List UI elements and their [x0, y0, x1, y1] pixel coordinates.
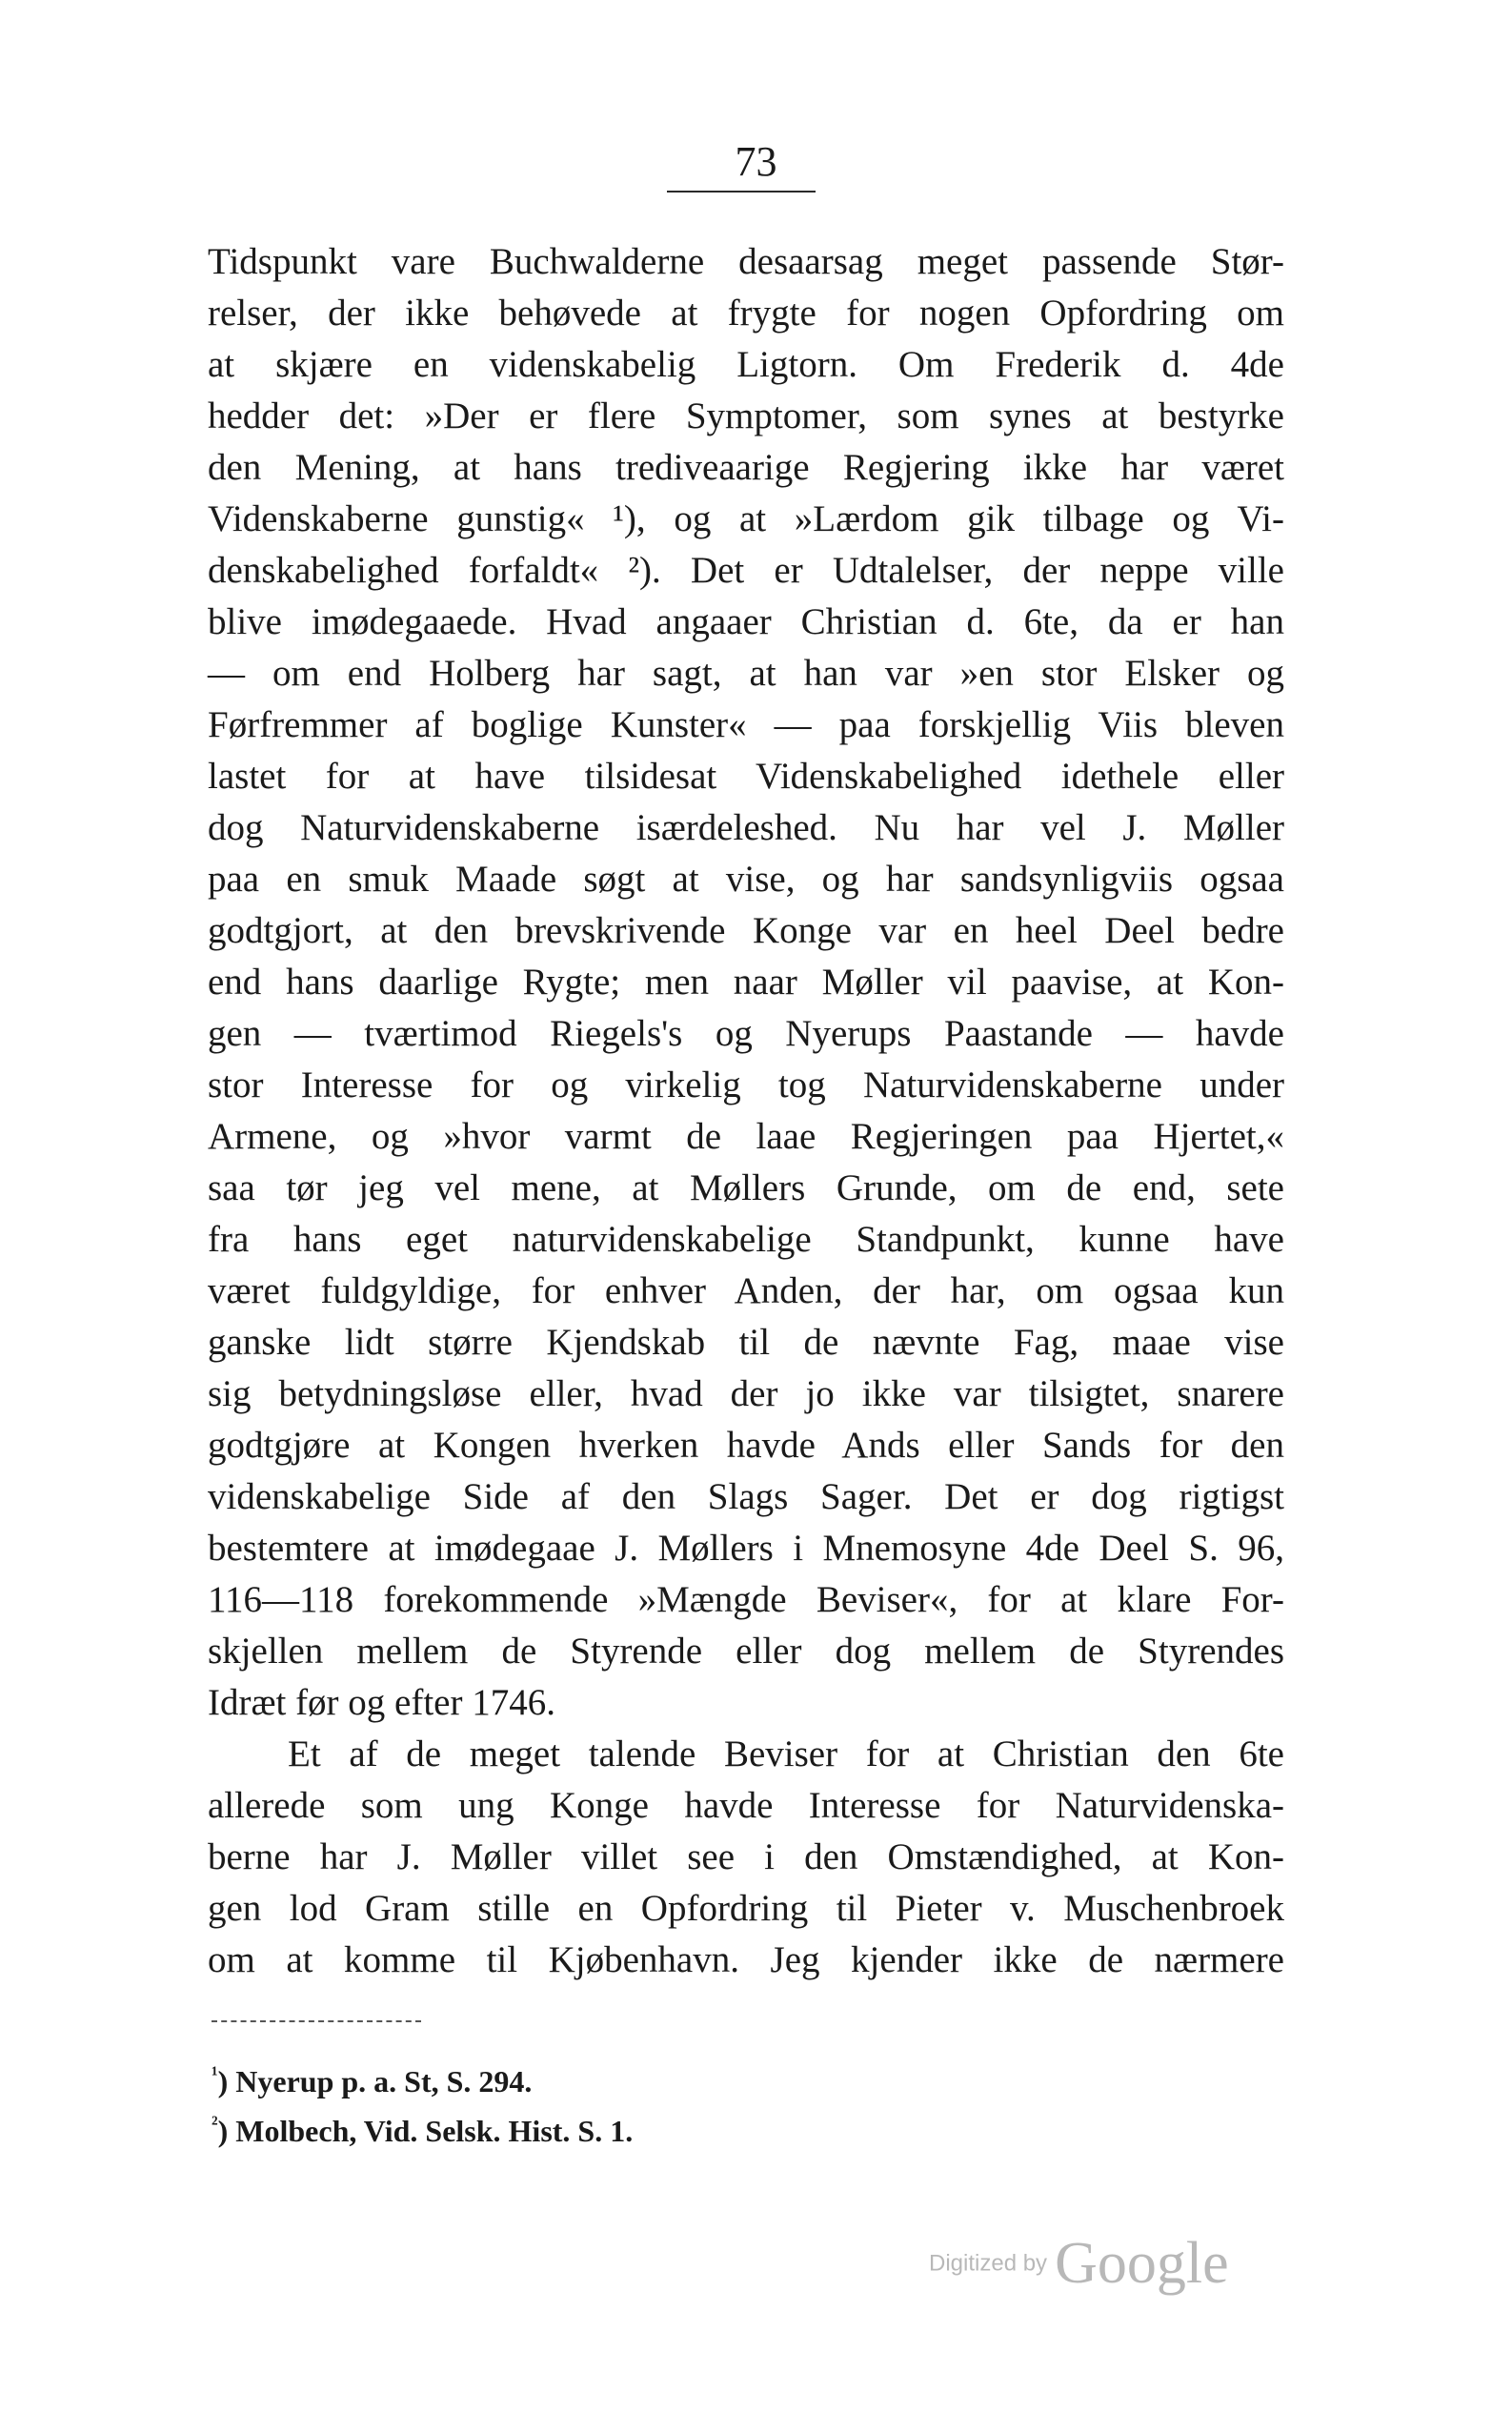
paragraph-end-line: Idræt før og efter 1746.: [208, 1682, 555, 1723]
body-text: [208, 236, 1284, 1986]
footnote-text: ) Nyerup p. a. St, S. 294.: [217, 2064, 533, 2098]
text-line: Førfremmer af boglige Kunster« — paa forskjellig Viis bleven: [208, 704, 1284, 745]
digitized-watermark: [929, 2230, 1229, 2298]
text-line: denskabelighed forfaldt« ²). Det er Udtalelser, der neppe ville: [208, 550, 1284, 591]
watermark-prefix: Digitized by: [929, 2250, 1048, 2277]
text-line: Videnskaberne gunstig« ¹), og at »Lærdom gik tilbage og Vi-: [208, 498, 1284, 539]
text-line: lastet for at have tilsidesat Videnskabelighed idethele eller: [208, 756, 1284, 797]
text-line: været fuldgyldige, for enhver Anden, der har, om ogsaa kun: [208, 1270, 1284, 1311]
paragraph-start-line: Et af de meget talende Beviser for at Christian den 6te: [288, 1734, 1284, 1774]
footnote-text: ) Molbech, Vid. Selsk. Hist. S. 1.: [217, 2114, 634, 2148]
text-line: godtgjøre at Kongen hverken havde Ands eller Sands for den: [208, 1425, 1284, 1466]
text-line: dog Naturvidenskaberne isærdeleshed. Nu har vel J. Møller: [208, 807, 1284, 848]
text-line: — om end Holberg har sagt, at han var »en stor Elsker og: [208, 653, 1284, 694]
text-line: hedder det: »Der er flere Symptomer, som synes at bestyrke: [208, 395, 1284, 436]
text-line: ganske lidt større Kjendskab til de nævnte Fag, maae vise: [208, 1322, 1284, 1363]
text-line: allerede som ung Konge havde Interesse for Naturvidenska-: [208, 1785, 1284, 1826]
watermark-logo: Google: [1055, 2231, 1229, 2296]
text-line: om at komme til Kjøbenhavn. Jeg kjender ikke de nærmere: [208, 1939, 1284, 1980]
text-line: gen lod Gram stille en Opfordring til Pieter v. Muschenbroek: [208, 1888, 1284, 1929]
text-line: fra hans eget naturvidenskabelige Standpunkt, kunne have: [208, 1219, 1284, 1260]
page-number: [0, 138, 1512, 185]
text-line: stor Interesse for og virkelig tog Naturvidenskaberne under: [208, 1064, 1284, 1105]
text-line: end hans daarlige Rygte; men naar Møller vil paavise, at Kon-: [208, 962, 1284, 1003]
text-line: sig betydningsløse eller, hvad der jo ikke var tilsigtet, snarere: [208, 1373, 1284, 1414]
footnote-marker: ¹: [212, 2061, 218, 2086]
header-rule: [667, 191, 816, 193]
footnote-1: [212, 2057, 1069, 2106]
text-line: Tidspunkt vare Buchwalderne desaarsag meget passende Stør-: [208, 241, 1284, 282]
text-line: skjellen mellem de Styrende eller dog mellem de Styrendes: [208, 1631, 1284, 1672]
text-line: relser, der ikke behøvede at frygte for nogen Opfordring om: [208, 293, 1284, 334]
text-line: bestemtere at imødegaae J. Møllers i Mnemosyne 4de Deel S. 96,: [208, 1528, 1284, 1569]
text-line: at skjære en videnskabelig Ligtorn. Om Frederik d. 4de: [208, 344, 1284, 385]
text-line: berne har J. Møller villet see i den Omstændighed, at Kon-: [208, 1836, 1284, 1877]
footnote-2: [212, 2106, 1069, 2156]
text-line: Armene, og »hvor varmt de laae Regjeringen paa Hjertet,«: [208, 1116, 1284, 1157]
text-line: paa en smuk Maade søgt at vise, og har sandsynligviis ogsaa: [208, 859, 1284, 900]
page-number-text: 73: [735, 138, 777, 185]
text-line: saa tør jeg vel mene, at Møllers Grunde, om de end, sete: [208, 1167, 1284, 1208]
text-line: gen — tværtimod Riegels's og Nyerups Paastande — havde: [208, 1013, 1284, 1054]
text-line: blive imødegaaede. Hvad angaaer Christian d. 6te, da er han: [208, 601, 1284, 642]
footnote-rule: [212, 2020, 421, 2022]
footnotes: [212, 2057, 1069, 2156]
text-line: godtgjort, at den brevskrivende Konge var en heel Deel bedre: [208, 910, 1284, 951]
footnote-marker: ²: [212, 2111, 218, 2136]
text-line: 116—118 forekommende »Mængde Beviser«, for at klare For-: [208, 1579, 1284, 1620]
text-line: videnskabelige Side af den Slags Sager. Det er dog rigtigst: [208, 1476, 1284, 1517]
text-line: den Mening, at hans trediveaarige Regjering ikke har været: [208, 447, 1284, 488]
